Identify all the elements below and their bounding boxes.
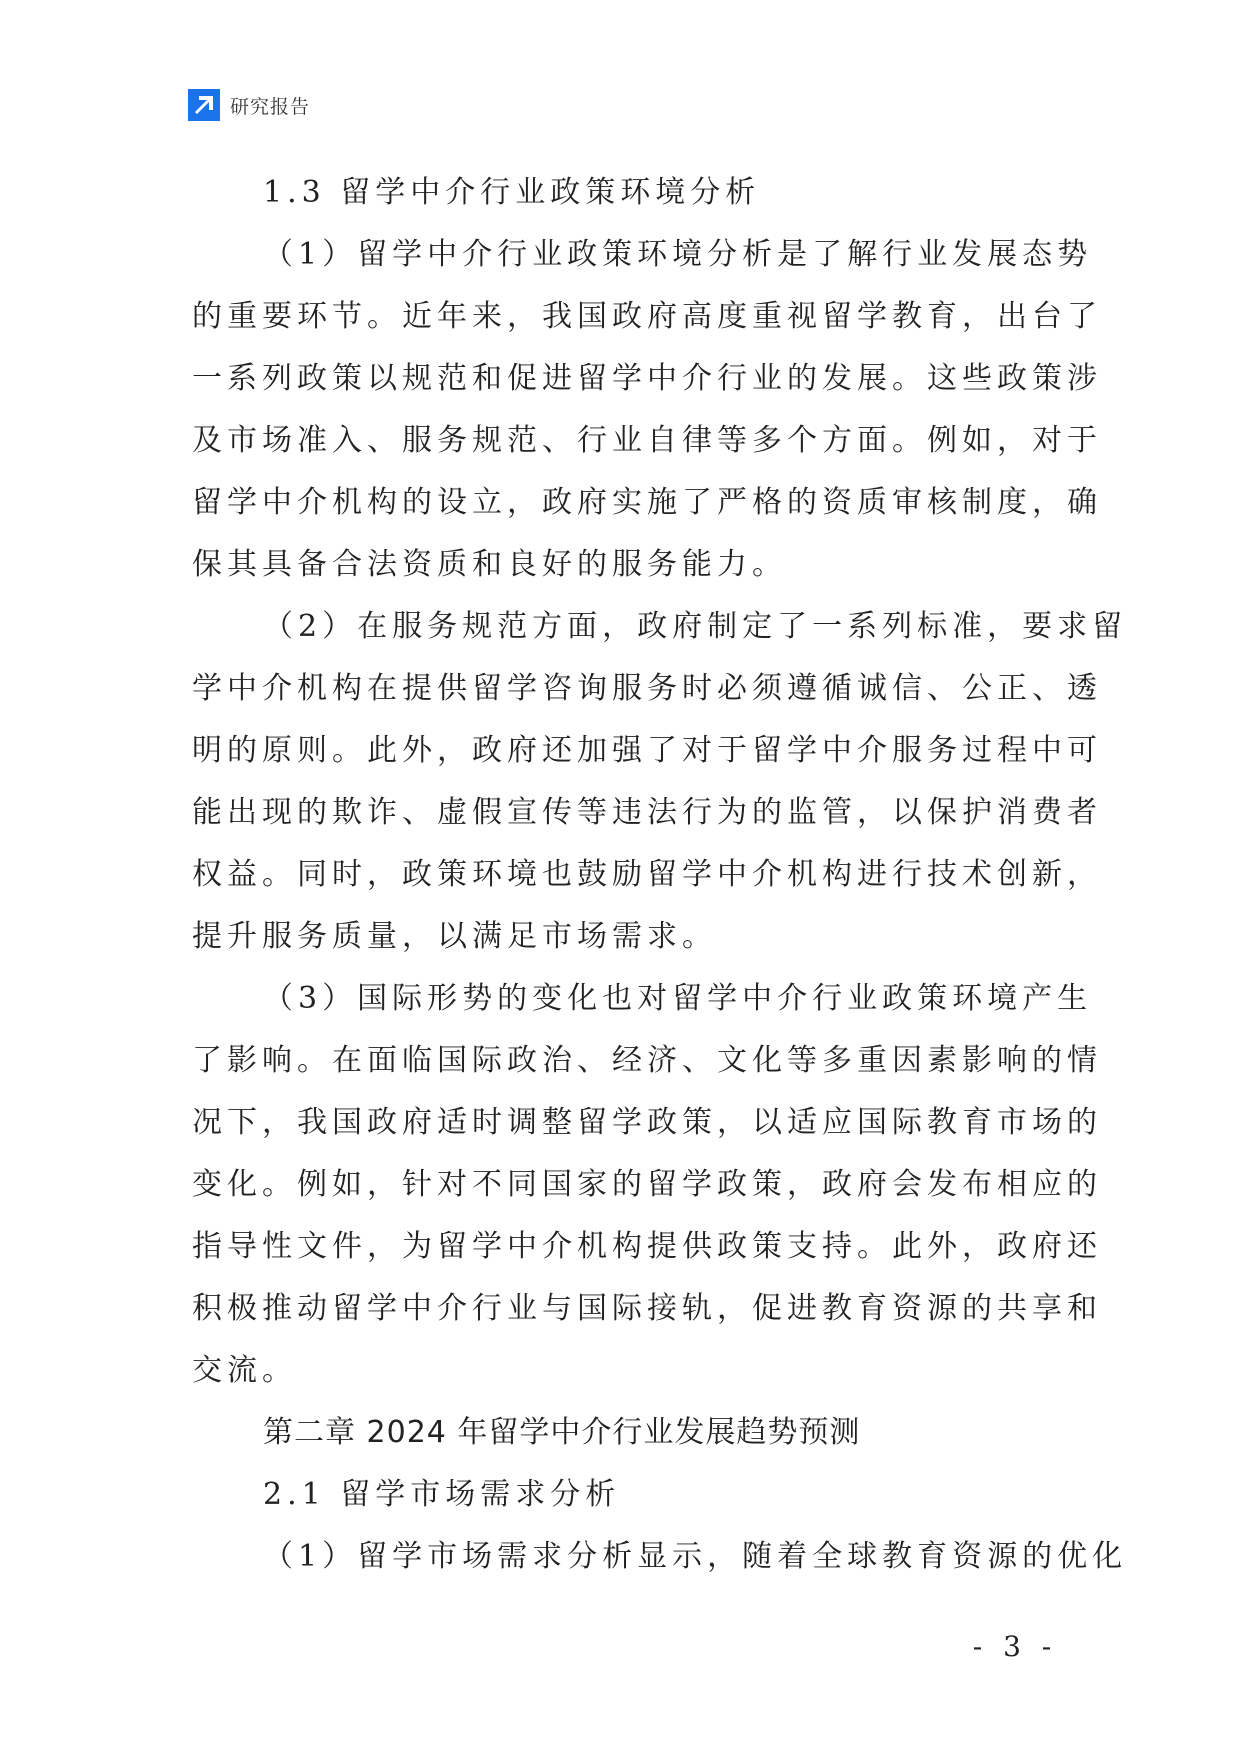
para3-line: 积极推动留学中介行业与国际接轨，促进教育资源的共享和 bbox=[192, 1291, 1102, 1326]
page-header bbox=[188, 88, 310, 122]
para1-line: 保其具备合法资质和良好的服务能力。 bbox=[192, 547, 787, 582]
para3-line: 交流。 bbox=[192, 1353, 297, 1388]
section-2-1-title: 2.1 留学市场需求分析 bbox=[263, 1477, 621, 1512]
para4-line: （1）留学市场需求分析显示，随着全球教育资源的优化 bbox=[263, 1539, 1128, 1574]
para3-line: （3）国际形势的变化也对留学中介行业政策环境产生 bbox=[263, 981, 1093, 1016]
para1-line: 的重要环节。近年来，我国政府高度重视留学教育，出台了 bbox=[192, 299, 1102, 334]
chapter-2-title: 第二章 2024 年留学中介行业发展趋势预测 bbox=[263, 1415, 861, 1450]
section-1-3-title: 1.3 留学中介行业政策环境分析 bbox=[263, 175, 761, 210]
document-body bbox=[192, 162, 1128, 1588]
para3-line: 了影响。在面临国际政治、经济、文化等多重因素影响的情 bbox=[192, 1043, 1102, 1078]
para2-line: 能出现的欺诈、虚假宣传等违法行为的监管，以保护消费者 bbox=[192, 795, 1102, 830]
para1-line: 一系列政策以规范和促进留学中介行业的发展。这些政策涉 bbox=[192, 361, 1102, 396]
para1-line: （1）留学中介行业政策环境分析是了解行业发展态势 bbox=[263, 237, 1093, 272]
brand-arrow-icon bbox=[188, 89, 220, 121]
para3-line: 况下，我国政府适时调整留学政策，以适应国际教育市场的 bbox=[192, 1105, 1102, 1140]
para1-line: 及市场准入、服务规范、行业自律等多个方面。例如，对于 bbox=[192, 423, 1102, 458]
para2-line: 明的原则。此外，政府还加强了对于留学中介服务过程中可 bbox=[192, 733, 1102, 768]
para2-line: （2）在服务规范方面，政府制定了一系列标准，要求留 bbox=[263, 609, 1128, 644]
para2-line: 提升服务质量，以满足市场需求。 bbox=[192, 919, 717, 954]
page-number: - 3 - bbox=[972, 1630, 1058, 1663]
para2-line: 学中介机构在提供留学咨询服务时必须遵循诚信、公正、透 bbox=[192, 671, 1102, 706]
header-label: 研究报告 bbox=[230, 95, 311, 118]
para3-line: 指导性文件，为留学中介机构提供政策支持。此外，政府还 bbox=[192, 1229, 1102, 1264]
para3-line: 变化。例如，针对不同国家的留学政策，政府会发布相应的 bbox=[192, 1167, 1102, 1202]
para2-line: 权益。同时，政策环境也鼓励留学中介机构进行技术创新， bbox=[192, 857, 1102, 892]
para1-line: 留学中介机构的设立，政府实施了严格的资质审核制度，确 bbox=[192, 485, 1102, 520]
